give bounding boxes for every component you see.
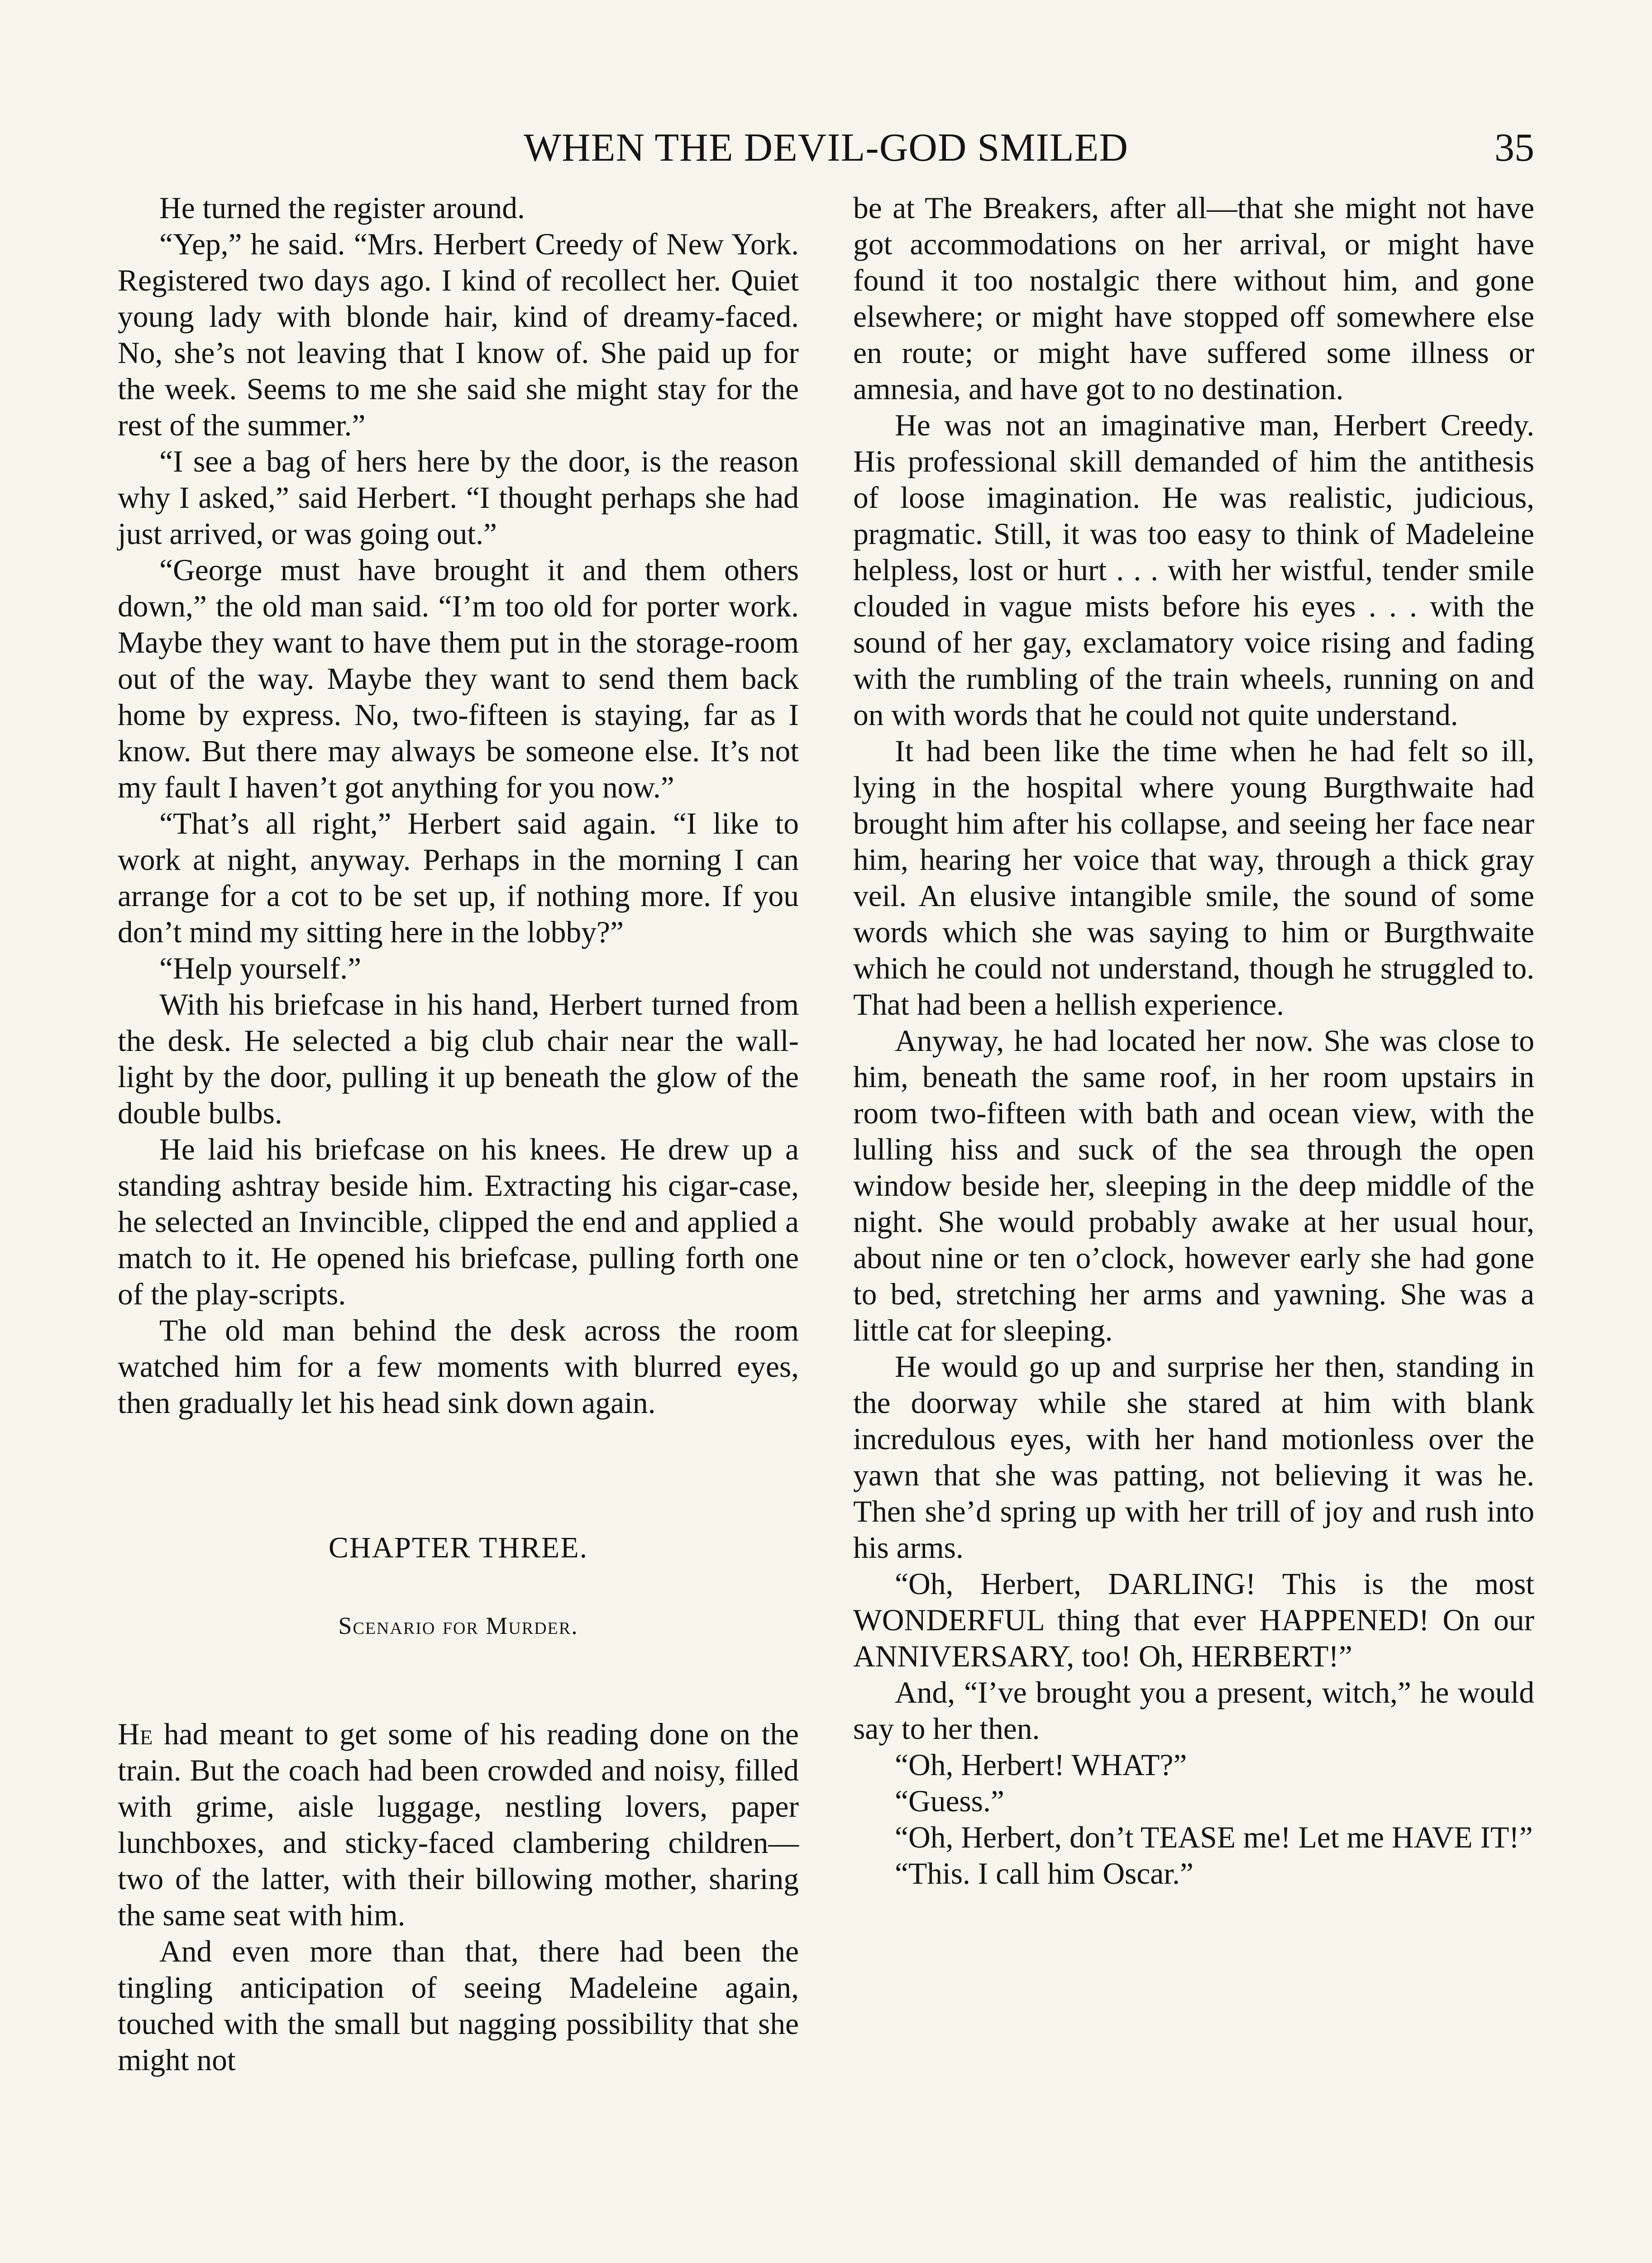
paragraph: He laid his briefcase on his knees. He drew up a standing ashtray beside him. Extracting his cigar-case, he selected an Invincible, clipped the end and applied a match to it. He opened his briefcase, pulling forth one of the play-scripts. <box>118 1132 799 1311</box>
running-title: WHEN THE DEVIL-GOD SMILED <box>524 126 1128 170</box>
chapter-subtitle: Scenario for Murder. <box>338 1612 578 1639</box>
paragraph: “Yep,” he said. “Mrs. Herbert Creedy of New York. Registered two days ago. I kind of recollect her. Quiet young lady with blonde hair, kind of dreamy-faced. No, she’s not leaving that I know of. She paid up for the week. Seems to me she said she might stay for the rest of the summer.” <box>118 227 799 442</box>
paragraph: And, “I’ve brought you a present, witch,” he would say to her then. <box>853 1676 1534 1746</box>
paragraph: “This. I call him Oscar.” <box>895 1857 1194 1891</box>
paragraph: It had been like the time when he had felt so ill, lying in the hospital where young Burgthwaite had brought him after his collapse, and seeing her face near him, hearing her voice that way, through a thick gray veil. An elusive intangible smile, the sound of some words which she was saying to him or Burgthwaite which he could not understand, though he struggled to. That had been a hellish experience. <box>853 734 1534 1022</box>
paragraph: “That’s all right,” Herbert said again. “I like to work at night, anyway. Perhaps in the morning I can arrange for a cot to be set up, if nothing more. If you don’t mind my sitting here in the lobby?” <box>118 807 799 949</box>
paragraph: “I see a bag of hers here by the door, is the reason why I asked,” said Herbert. “I thought perhaps she had just arrived, or was going out.” <box>118 444 799 551</box>
chapter-first-word: He <box>118 1717 153 1751</box>
paragraph: “Guess.” <box>895 1784 1004 1818</box>
paragraph: With his briefcase in his hand, Herbert turned from the desk. He selected a big club chair near the wall-light by the door, pulling it up beneath the glow of the double bulbs. <box>118 988 799 1130</box>
chapter-opening-paragraph <box>118 1716 799 1934</box>
page-number: 35 <box>1494 126 1534 170</box>
paragraph: “Oh, Herbert, don’t TEASE me! Let me HAVE IT!” <box>895 1820 1533 1854</box>
paragraph: He would go up and surprise her then, standing in the doorway while she stared at him with blank incredulous eyes, with her hand motionless over the yawn that she was patting, not believing it was he. Then she’d spring up with her trill of joy and rush into his arms. <box>853 1350 1534 1565</box>
chapter-heading <box>118 1530 799 1644</box>
paragraph: And even more than that, there had been the tingling anticipation of seeing Madeleine again, touched with the small but nagging possibility that she might not <box>118 1934 799 2077</box>
chapter-first-text: had meant to get some of his reading done on the train. But the coach had been crowded and noisy, filled with grime, aisle luggage, nestling lovers, paper lunchboxes, and sticky-faced clambering children—two of the latter, with their billowing mother, sharing the same seat with him. <box>118 1717 799 1932</box>
paragraph: “Help yourself.” <box>159 951 362 985</box>
page-header <box>118 119 1534 177</box>
left-column <box>118 190 799 2078</box>
paragraph: He turned the register around. <box>159 191 525 225</box>
paragraph: “George must have brought it and them others down,” the old man said. “I’m too old for porter work. Maybe they want to have them put in the storage-room out of the way. Maybe they want to send them back home by express. No, two-fifteen is staying, far as I know. But there may always be someone else. It’s not my fault I haven’t got anything for you now.” <box>118 553 799 804</box>
paragraph: “Oh, Herbert! WHAT?” <box>895 1748 1187 1782</box>
right-column <box>853 190 1534 1892</box>
paragraph: “Oh, Herbert, DARLING! This is the most WONDERFUL thing that ever HAPPENED! On our ANNIVERSARY, too! Oh, HERBERT!” <box>853 1567 1534 1673</box>
paragraph-continuation: be at The Breakers, after all—that she might not have got accommodations on her arrival, or might have found it too nostalgic there without him, and gone elsewhere; or might have stopped off somewhere else en route; or might have suffered some illness or amnesia, and have got to no destination. <box>853 191 1534 406</box>
chapter-title: CHAPTER THREE. <box>328 1531 588 1564</box>
paragraph: He was not an imaginative man, Herbert Creedy. His professional skill demanded of him the antithesis of loose imagination. He was realistic, judicious, pragmatic. Still, it was too easy to think of Madeleine helpless, lost or hurt . . . with her wistful, tender smile clouded in vague mists before his eyes . . . with the sound of her gay, exclamatory voice rising and fading with the rumbling of the train wheels, running on and on with words that he could not quite understand. <box>853 408 1534 732</box>
paragraph: Anyway, he had located her now. She was close to him, beneath the same roof, in her room upstairs in room two-fifteen with bath and ocean view, with the lulling hiss and suck of the sea through the open window beside her, sleeping in the deep middle of the night. She would probably awake at her usual hour, about nine or ten o’clock, however early she had gone to bed, stretching her arms and yawning. She was a little cat for sleeping. <box>853 1024 1534 1347</box>
paragraph: The old man behind the desk across the room watched him for a few moments with blurred eyes, then gradually let his head sink down again. <box>118 1313 799 1420</box>
